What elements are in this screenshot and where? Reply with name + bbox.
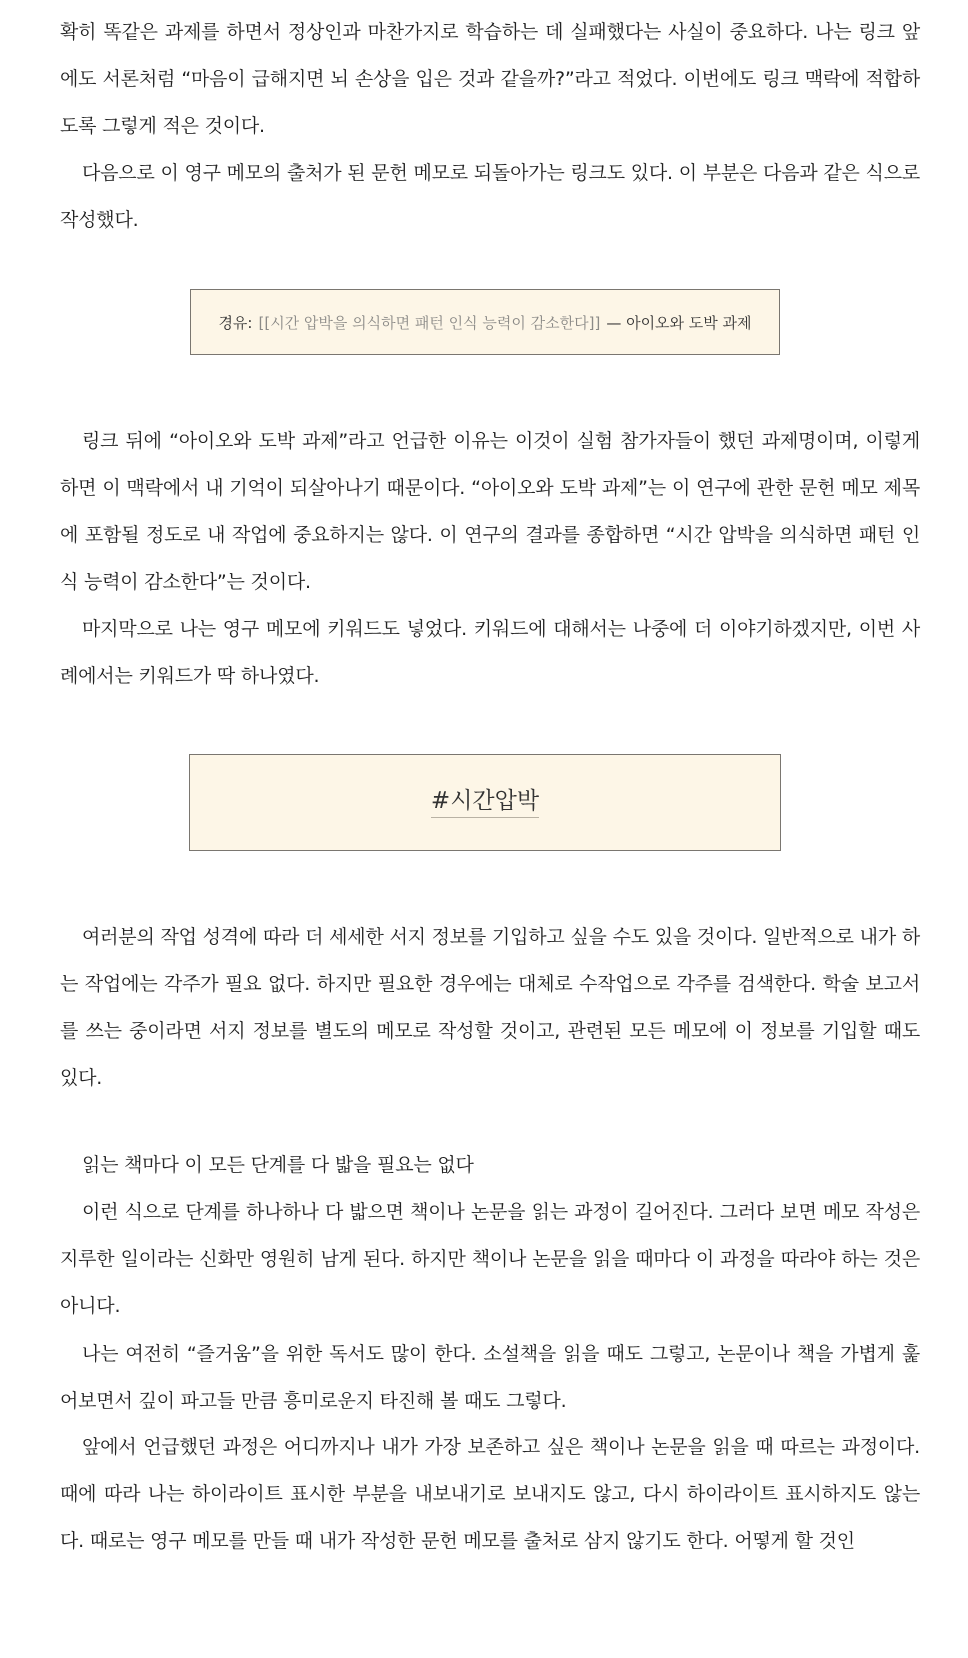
paragraph-7: 이런 식으로 단계를 하나하나 다 밟으면 책이나 논문을 읽는 과정이 길어진다. 그러다 보면 메모 작성은 지루한 일이라는 신화만 영원히 남게 된다. 하지만 책이나 논문을 읽을 때마다 이 과정을 따라야 하는 것은 아니다. xyxy=(60,1201,920,1317)
link-context: — 아이오와 도박 과제 xyxy=(606,313,752,332)
paragraph-3: 링크 뒤에 “아이오와 도박 과제”라고 언급한 이유는 이것이 실험 참가자들이 했던 과제명이며, 이렇게 하면 이 맥락에서 내 기억이 되살아나기 때문이다. “아이오와 도박 과제”는 이 연구에 관한 문헌 메모 제목에 포함될 정도로 내 작업에 중요하지는 않다. 이 연구의 결과를 종합하면 “시간 압박을 의식하면 패턴 인식 능력이 감소한다”는 것이다. xyxy=(60,430,920,593)
literature-note-link[interactable]: [[시간 압박을 의식하면 패턴 인식 능력이 감소한다]] xyxy=(258,313,601,332)
paragraph-9: 앞에서 언급했던 과정은 어디까지나 내가 가장 보존하고 싶은 책이나 논문을 읽을 때 따르는 과정이다. 때에 따라 나는 하이라이트 표시한 부분을 내보내기로 보내지도 않고, 다시 하이라이트 표시하지도 않는다. 때로는 영구 메모를 만들 때 내가 작성한 문헌 메모를 출처로 삼지 않기도 한다. 어떻게 할 것인 xyxy=(60,1436,920,1552)
keyword-tag[interactable]: #시간압박 xyxy=(431,787,539,818)
section-heading: 읽는 책마다 이 모든 단계를 다 밟을 필요는 없다 xyxy=(82,1154,474,1176)
paragraph-4: 마지막으로 나는 영구 메모에 키워드도 넣었다. 키워드에 대해서는 나중에 더 이야기하겠지만, 이번 사례에서는 키워드가 딱 하나였다. xyxy=(60,618,920,687)
paragraph-2: 다음으로 이 영구 메모의 출처가 된 문헌 메모로 되돌아가는 링크도 있다. 이 부분은 다음과 같은 식으로 작성했다. xyxy=(60,162,920,231)
paragraph-8: 나는 여전히 “즐거움”을 위한 독서도 많이 한다. 소설책을 읽을 때도 그렇고, 논문이나 책을 가볍게 훑어보면서 깊이 파고들 만큼 흥미로운지 타진해 볼 때도 그렇다. xyxy=(60,1343,920,1412)
paragraph-5: 여러분의 작업 성격에 따라 더 세세한 서지 정보를 기입하고 싶을 수도 있을 것이다. 일반적으로 내가 하는 작업에는 각주가 필요 없다. 하지만 필요한 경우에는 대체로 수작업으로 각주를 검색한다. 학술 보고서를 쓰는 중이라면 서지 정보를 별도의 메모로 작성할 것이고, 관련된 모든 메모에 이 정보를 기입할 때도 있다. xyxy=(60,926,920,1089)
via-label: 경유: xyxy=(218,313,253,332)
keyword-tag-box xyxy=(189,754,781,851)
paragraph-1: 확히 똑같은 과제를 하면서 정상인과 마찬가지로 학습하는 데 실패했다는 사실이 중요하다. 나는 링크 앞에도 서론처럼 “마음이 급해지면 뇌 손상을 입은 것과 같을까?”라고 적었다. 이번에도 링크 맥락에 적합하도록 그렇게 적은 것이다. xyxy=(60,21,920,137)
source-link-box xyxy=(190,289,780,355)
